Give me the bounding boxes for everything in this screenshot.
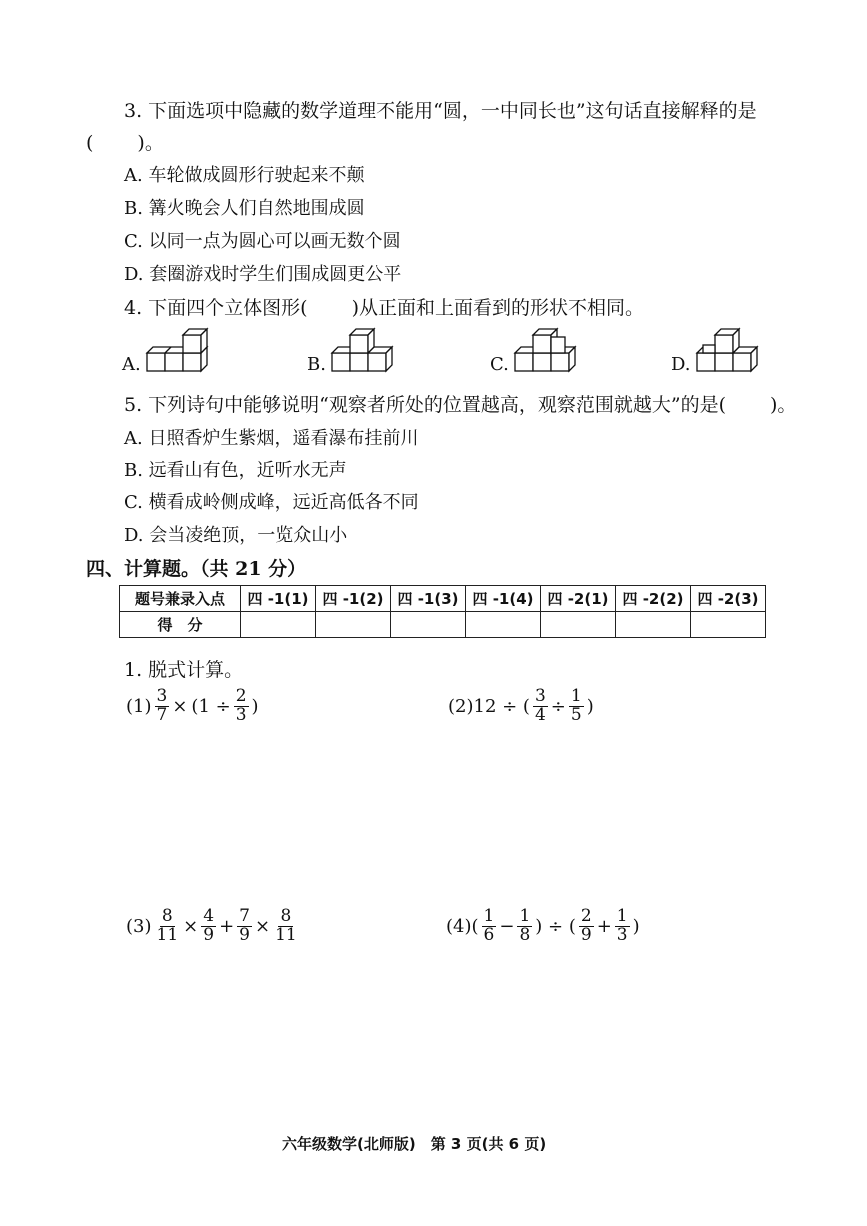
calc-problem-3 xyxy=(124,908,300,945)
fraction xyxy=(569,688,584,725)
numerator: 8 xyxy=(280,906,292,926)
score-table-header-cell: 四 -1(4) xyxy=(466,586,541,612)
score-cell[interactable] xyxy=(466,612,541,638)
problem-4-label: (4)( xyxy=(446,915,479,937)
question-3-option-b: B. 篝火晚会人们自然地围成圆 xyxy=(124,198,365,219)
expr-part: ) xyxy=(586,695,594,717)
operator: × xyxy=(183,915,199,937)
score-table-score-row xyxy=(120,612,766,638)
numerator: 8 xyxy=(161,906,173,926)
denominator: 8 xyxy=(519,924,531,945)
denominator: 7 xyxy=(156,704,168,725)
fraction xyxy=(234,688,249,725)
cube-figure-a xyxy=(143,323,213,375)
question-3-option-d: D. 套圈游戏时学生们围成圆更公平 xyxy=(124,264,402,285)
score-table-header-cell: 四 -2(3) xyxy=(691,586,766,612)
expr-part: (1 ÷ xyxy=(191,695,231,717)
question-4-option-d xyxy=(671,323,763,375)
calc-problem-2 xyxy=(446,688,596,725)
operator: + xyxy=(219,915,235,937)
score-table-header-cell: 四 -2(2) xyxy=(616,586,691,612)
numerator: 7 xyxy=(239,906,250,926)
paren-close: )。 xyxy=(137,132,164,154)
score-cell[interactable] xyxy=(691,612,766,638)
option-c-label: C. xyxy=(490,354,509,375)
question-4-option-c xyxy=(490,323,581,375)
question-4-text-before: 4. 下面四个立体图形( xyxy=(124,297,308,319)
denominator: 9 xyxy=(580,924,592,945)
option-a-label: A. xyxy=(122,354,141,375)
score-cell[interactable] xyxy=(616,612,691,638)
fraction xyxy=(517,908,532,945)
question-5-text xyxy=(124,390,796,417)
question-5-text-main: 5. 下列诗句中能够说明“观察者所处的位置越高，观察范围就越大”的是( xyxy=(124,394,727,416)
score-cell[interactable] xyxy=(316,612,391,638)
numerator: 2 xyxy=(235,686,247,706)
operator: × xyxy=(254,915,271,937)
question-5-option-b: B. 远看山有色，近听水无声 xyxy=(124,460,347,481)
denominator: 3 xyxy=(235,704,247,725)
question-4-text-after: )从正面和上面看到的形状不相同。 xyxy=(351,297,645,319)
operator: + xyxy=(596,915,612,937)
fraction xyxy=(155,688,170,725)
problem-2-label: (2)12 ÷ ( xyxy=(448,695,530,717)
fraction xyxy=(615,908,630,945)
calc-problem-1 xyxy=(124,688,261,725)
numerator: 3 xyxy=(534,686,546,706)
expr-part: ) xyxy=(632,915,640,937)
page-footer: 六年级数学(北师版) 第 3 页(共 6 页) xyxy=(282,1135,547,1153)
fraction xyxy=(273,908,299,945)
paren-open: ( xyxy=(86,132,94,154)
fraction xyxy=(579,908,594,945)
score-table-header-cell: 题号兼录入点 xyxy=(120,586,241,612)
denominator: 11 xyxy=(156,924,179,945)
score-table xyxy=(119,585,766,638)
problem-1-label: (1) xyxy=(126,695,152,717)
cube-figure-d xyxy=(693,323,763,375)
fraction xyxy=(533,688,548,725)
denominator: 11 xyxy=(275,924,297,945)
cube-figure-c xyxy=(511,323,581,375)
section-4-title: 四、计算题。（共 21 分） xyxy=(86,558,307,580)
numerator: 1 xyxy=(519,906,531,926)
denominator: 3 xyxy=(616,924,628,945)
operator: × xyxy=(172,695,188,717)
operator: ÷ xyxy=(550,695,566,717)
question-3-option-a: A. 车轮做成圆形行驶起来不颠 xyxy=(124,165,365,186)
fraction xyxy=(237,908,252,945)
question-5-option-c: C. 横看成岭侧成峰，远近高低各不同 xyxy=(124,492,419,513)
option-d-label: D. xyxy=(671,354,691,375)
score-table-header-cell: 四 -1(1) xyxy=(241,586,316,612)
denominator: 6 xyxy=(483,924,495,945)
score-table-header-cell: 四 -2(1) xyxy=(541,586,616,612)
question-4-option-b xyxy=(307,323,398,375)
score-table-header-cell: 四 -1(2) xyxy=(316,586,391,612)
option-b-label: B. xyxy=(307,354,326,375)
fraction xyxy=(155,908,181,945)
expr-part: ) ÷ ( xyxy=(535,915,576,937)
question-5-option-d: D. 会当凌绝顶，一览众山小 xyxy=(124,525,348,546)
score-table-header-cell: 四 -1(3) xyxy=(391,586,466,612)
numerator: 1 xyxy=(570,686,582,706)
question-3-text: 3. 下面选项中隐藏的数学道理不能用“圆，一中同长也”这句话直接解释的是 xyxy=(124,100,757,122)
fraction xyxy=(482,908,497,945)
expr-part: ) xyxy=(251,695,259,717)
score-cell[interactable] xyxy=(391,612,466,638)
question-3-option-c: C. 以同一点为圆心可以画无数个圆 xyxy=(124,231,401,252)
cube-figure-b xyxy=(328,323,398,375)
operator: − xyxy=(499,915,515,937)
denominator: 9 xyxy=(203,924,215,945)
question-5-option-a: A. 日照香炉生紫烟，遥看瀑布挂前川 xyxy=(124,428,419,449)
calc-heading: 1. 脱式计算。 xyxy=(124,659,244,681)
numerator: 2 xyxy=(580,906,592,926)
question-5-text-end: )。 xyxy=(770,394,797,416)
denominator: 9 xyxy=(239,924,250,945)
score-cell[interactable] xyxy=(241,612,316,638)
denominator: 5 xyxy=(570,704,582,725)
numerator: 4 xyxy=(203,906,215,926)
score-cell[interactable] xyxy=(541,612,616,638)
fraction xyxy=(201,908,216,945)
question-3-answer-paren xyxy=(86,128,164,155)
question-4-option-a xyxy=(122,323,213,375)
problem-3-label: (3) xyxy=(126,915,152,937)
question-4-text xyxy=(124,293,644,320)
numerator: 1 xyxy=(616,906,628,926)
numerator: 3 xyxy=(156,686,168,706)
score-table-header-row xyxy=(120,586,766,612)
score-row-label: 得 分 xyxy=(120,612,241,638)
calc-problem-4 xyxy=(444,908,642,945)
denominator: 4 xyxy=(534,704,546,725)
numerator: 1 xyxy=(483,906,495,926)
